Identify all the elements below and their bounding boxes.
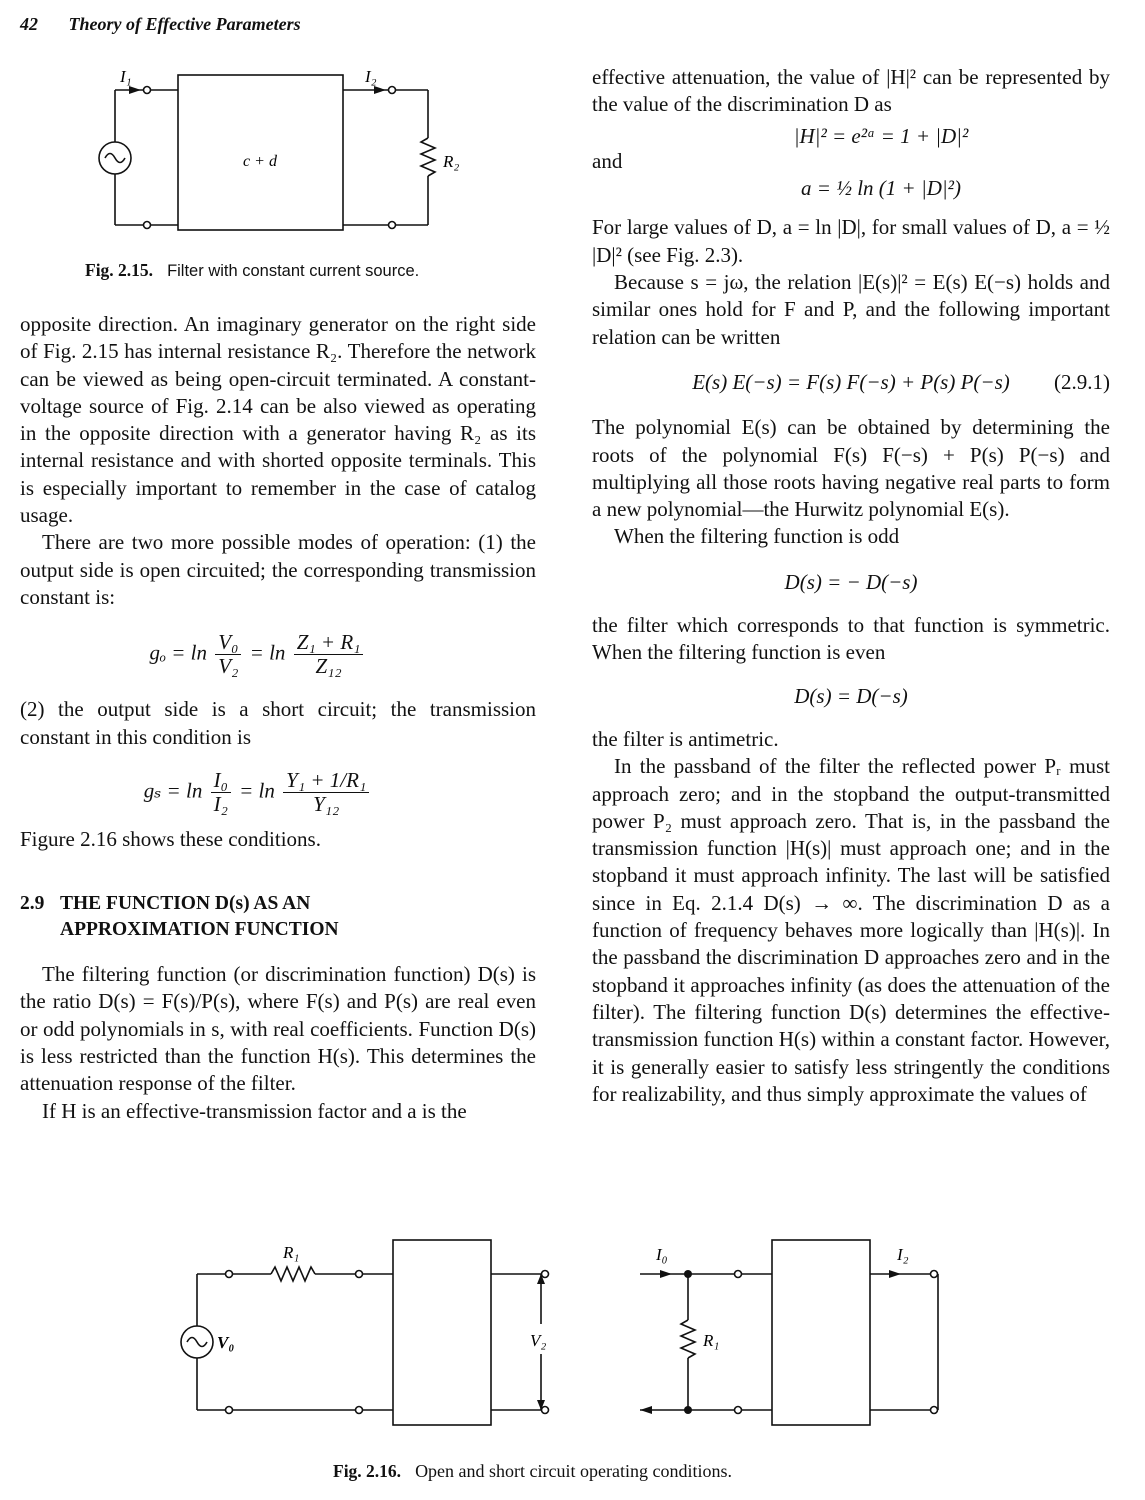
paragraph: If H is an effective-transmission factor and a is the: [42, 1098, 467, 1123]
equation-a: a = ½ ln (1 + |D|²): [801, 176, 961, 201]
label-v0: V₀: [217, 1333, 235, 1352]
label-v2: V₂: [530, 1331, 547, 1350]
label-i2: I₂: [365, 67, 377, 86]
paragraph: and: [592, 148, 623, 173]
running-title: Theory of Effective Parameters: [68, 14, 301, 34]
equation-2-9-1: [592, 369, 1110, 396]
paragraph: In the passband of the filter the reflected power Pᵣ must approach zero; and in the stopband the output-transmitted power P₂ must approach zero. That is, in the passband the transmission function |H(s)| must approach one; and in the stopband it must approach infinity. The last will be satisfied since in Eq. 2.1.4 D(s) → ∞. The discrimination D as a function of frequency behaves more logically than |H(s)|. In the passband the discrimination D approaches zero and in the stopband it approaches infinity (as does the attenuation of the filter). The filtering function D(s) determines the effective-transmission function H(s) within a constant factor. However, it is generally easier to satisfy less stringently the conditions for realizability, and thus simply approximate the values of: [592, 754, 1110, 1106]
equation-number: (2.9.1): [1054, 369, 1110, 394]
paragraph: the filter is antimetric.: [592, 726, 779, 751]
denominator: Y₁₂: [313, 791, 340, 816]
sine-icon: [105, 154, 125, 163]
paragraph: The filtering function (or discrimination function) D(s) is the ratio D(s) = F(s)/P(s), where F(s) and P(s) are real even or odd polynomials in s, with real coefficients. Function D(s) is less restricted than the function H(s). This determines the attenuation response of the filter.: [20, 962, 536, 1096]
left-column: [20, 311, 536, 1125]
heading-line: APPROXIMATION FUNCTION: [60, 919, 339, 941]
figure-label: Fig. 2.16.: [333, 1461, 402, 1481]
figure-label: Fig. 2.15.: [85, 260, 154, 280]
label-i2: I₂: [897, 1245, 909, 1264]
label-i1: I₁: [120, 67, 132, 86]
paragraph: The polynomial E(s) can be obtained by determining the roots of the polynomial F(s) F(−s) + P(s) P(−s) and multiplying all those roots having negative real parts to form a new polynomial—the Hurwitz polynomial E(s).: [592, 415, 1110, 522]
fraction: [215, 631, 241, 678]
two-port-box-short: [772, 1240, 870, 1425]
eq-lhs: gₛ = ln: [143, 778, 203, 803]
numerator: I₀: [211, 769, 231, 793]
running-head: [20, 14, 301, 35]
equation-even: D(s) = D(−s): [794, 683, 908, 708]
numerator: Z₁ + R₁: [294, 631, 364, 655]
paragraph: effective attenuation, the value of |H|² can be represented by the value of the discrimination D as: [592, 65, 1110, 117]
denominator: Z₁₂: [315, 654, 342, 679]
paragraph: When the filtering function is odd: [614, 524, 900, 549]
sine-icon: [187, 1338, 207, 1347]
figure-caption-text: Open and short circuit operating conditions.: [415, 1461, 732, 1481]
denominator: V₂: [218, 654, 239, 679]
numerator: V₀: [215, 631, 241, 655]
numerator: Y₁ + 1/R₁: [283, 769, 369, 793]
label-r1-shunt: R₁: [703, 1331, 720, 1350]
fraction: [294, 631, 364, 678]
paragraph: the filter which corresponds to that function is symmetric. When the filtering function is even: [592, 613, 1110, 665]
eq-lhs: gₒ = ln: [149, 640, 208, 665]
paragraph: opposite direction. An imaginary generator on the right side of Fig. 2.15 has internal resistance R₂. Therefore the network can be viewed as being open-circuit terminated. A constant-voltage source of Fig. 2.14 can be also viewed as operating in the opposite direction with a generator having R₂ as its internal resistance and with shorted opposite terminals. This is especially important to remember in the case of catalog usage.: [20, 312, 536, 528]
fraction: [283, 769, 369, 816]
figure-2-15: [95, 60, 475, 240]
figure-2-16: [175, 1232, 965, 1432]
eq-mid: = ln: [239, 778, 275, 803]
figure-caption-text: Filter with constant current source.: [167, 262, 420, 280]
two-port-box-open: [393, 1240, 491, 1425]
paragraph: Figure 2.16 shows these conditions.: [20, 826, 321, 851]
equation-go: [20, 631, 536, 678]
fraction: [211, 769, 231, 816]
equation-odd: D(s) = − D(−s): [784, 569, 918, 594]
right-column: [592, 64, 1110, 1108]
equation-h-squared: |H|² = e²ᵃ = 1 + |D|²: [793, 123, 969, 148]
equation-body: E(s) E(−s) = F(s) F(−s) + P(s) P(−s): [692, 369, 1010, 394]
page-number: 42: [20, 14, 38, 34]
denominator: I₂: [213, 791, 228, 816]
paragraph: For large values of D, a = ln |D|, for small values of D, a = ½ |D|² (see Fig. 2.3).: [592, 215, 1110, 267]
paragraph: There are two more possible modes of operation: (1) the output side is open circuited; the corresponding transmission constant is:: [20, 530, 536, 609]
figure-2-16-caption: [333, 1461, 732, 1482]
label-r2: R₂: [443, 152, 460, 171]
resistor-r2-icon: [421, 138, 435, 176]
paragraph: (2) the output side is a short circuit; the transmission constant in this condition is: [20, 697, 536, 749]
resistor-r1-shunt-icon: [681, 1320, 695, 1358]
section-heading: [20, 891, 536, 943]
label-r1: R₁: [283, 1243, 300, 1262]
section-number: 2.9: [20, 893, 45, 915]
label-box: c + d: [243, 153, 277, 170]
equation-gs: [20, 769, 536, 816]
paragraph: Because s = jω, the relation |E(s)|² = E(s) E(−s) holds and similar ones hold for F and P, and the following important relation can be written: [592, 270, 1110, 349]
eq-mid: = ln: [249, 640, 286, 665]
label-i0: I₀: [656, 1245, 668, 1264]
resistor-r1-icon: [271, 1267, 315, 1281]
figure-2-15-caption: [85, 260, 419, 281]
heading-line: THE FUNCTION D(s) AS AN: [60, 893, 311, 915]
